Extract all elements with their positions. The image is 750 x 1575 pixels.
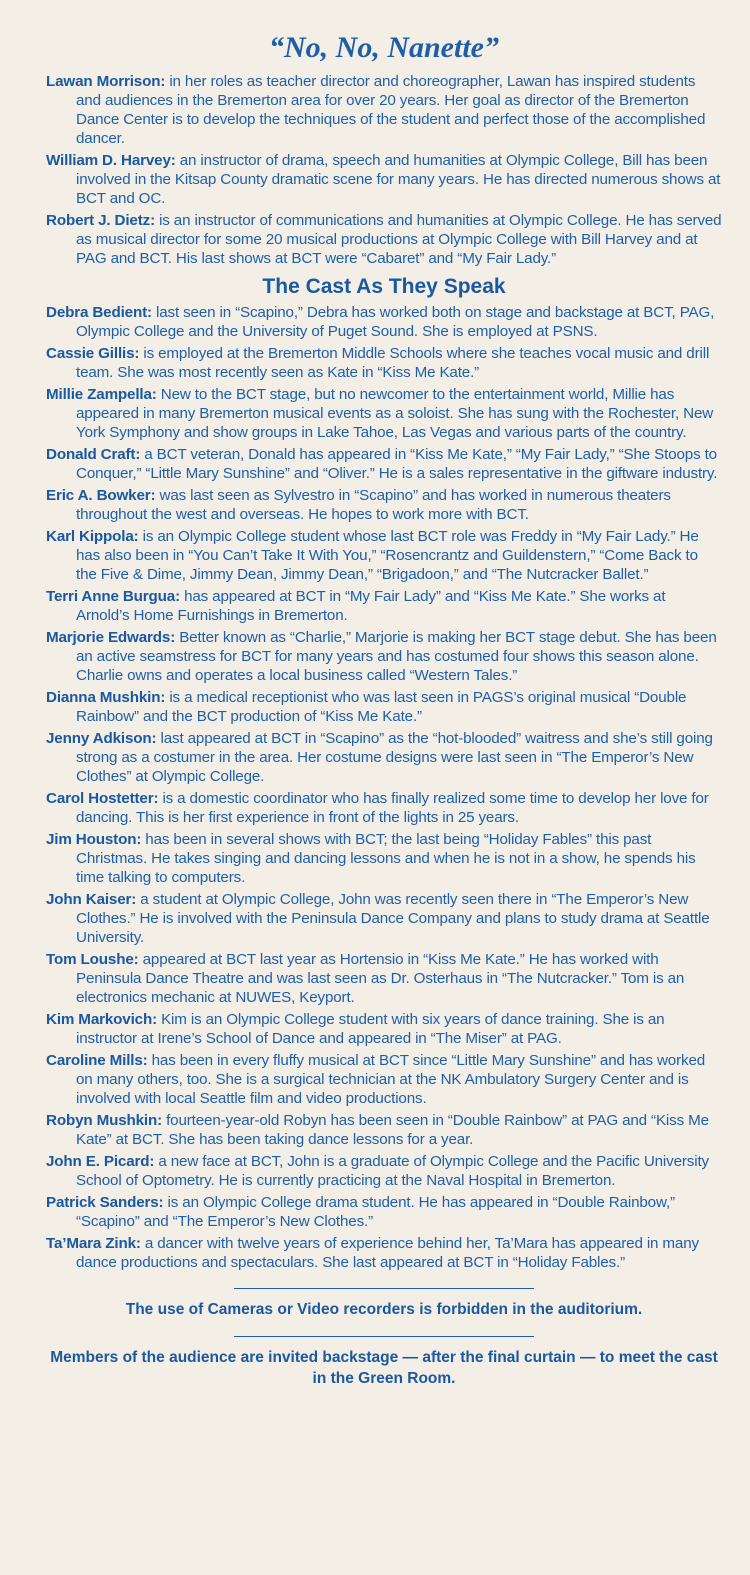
bio-text: has been in every fluffy musical at BCT since “Little Mary Sunshine” and has worked on many others, too. She is a surgical technician at the NK Ambulatory Surgery Center and is involved with local Seattle film and video productions. [76,1052,706,1107]
bio-text: fourteen-year-old Robyn has been seen in “Double Rainbow” at PAG and “Kiss Me Kate” at BCT. She has been taking dance lessons for a year. [76,1112,709,1148]
bio-entry [46,303,722,341]
bio-name: Karl Kippola: [46,528,139,545]
bio-text: a student at Olympic College, John was recently seen there in “The Emperor’s New Clothes.” He is involved with the Peninsula Dance Company and plans to study drama at Seattle University. [76,891,710,946]
bio-name: Lawan Morrison: [46,73,166,90]
bio-name: Kim Markovich: [46,1011,157,1028]
divider [234,1288,534,1289]
bio-entry [46,72,722,148]
bio-name: Jenny Adkison: [46,730,157,747]
bio-name: Patrick Sanders: [46,1194,164,1211]
cast-bios [46,303,722,1272]
bio-entry [46,445,722,483]
bio-text: Better known as “Charlie,” Marjorie is making her BCT stage debut. She has been an active seamstress for BCT for many years and has costumed four shows this season alone. Charlie owns and operates a local business called “Western Tales.” [76,629,717,684]
bio-entry [46,1234,722,1272]
bio-text: was last seen as Sylvestro in “Scapino” and has worked in numerous theaters throughout the west and overseas. He hopes to work more with BCT. [76,487,671,523]
camera-notice: The use of Cameras or Video recorders is forbidden in the auditorium. [125,1301,643,1318]
bio-entry [46,344,722,382]
bio-text: has appeared at BCT in “My Fair Lady” and “Kiss Me Kate.” She works at Arnold’s Home Furnishings in Bremerton. [76,588,666,624]
bio-name: Marjorie Edwards: [46,629,176,646]
backstage-notice: Members of the audience are invited backstage — after the final curtain — to meet the cast in the Green Room. [50,1349,718,1387]
bio-text: is employed at the Bremerton Middle Schools where she teaches vocal music and drill team. She was most recently seen as Kate in “Kiss Me Kate.” [76,345,710,381]
bio-entry [46,1051,722,1108]
bio-text: appeared at BCT last year as Hortensio in “Kiss Me Kate.” He has worked with Peninsula Dance Theatre and was last seen as Dr. Osterhaus in “The Nutcracker.” Tom is an electronics mechanic at NUWES, Keyport. [76,951,685,1006]
bio-text: an instructor of drama, speech and humanities at Olympic College, Bill has been involved in the Kitsap County dramatic scene for many years. He has directed numerous shows at BCT and OC. [76,152,721,207]
bio-text: is an instructor of communications and humanities at Olympic College. He has served as musical director for some 20 musical productions at Olympic College with Bill Harvey and at PAG and BCT. His last shows at BCT were “Cabaret” and “My Fair Lady.” [76,212,722,267]
bio-text: in her roles as teacher director and choreographer, Lawan has inspired students and audiences in the Bremerton area for over 20 years. Her goal as director of the Bremerton Dance Center is to develop the techniques of the student and perfect those of the accomplished dancer. [76,73,706,147]
bio-text: is a medical receptionist who was last seen in PAGS’s original musical “Double Rainbow” and the BCT production of “Kiss Me Kate.” [76,689,687,725]
bio-text: a BCT veteran, Donald has appeared in “Kiss Me Kate,” “My Fair Lady,” “She Stoops to Conquer,” “Little Mary Sunshine” and “Oliver.” He is a sales representative in the giftware industry. [76,446,718,482]
bio-name: Ta’Mara Zink: [46,1235,141,1252]
bio-entry [46,1193,722,1231]
bio-text: is a domestic coordinator who has finally realized some time to develop her love for dancing. This is her first experience in front of the lights in 25 years. [76,790,709,826]
bio-text: is an Olympic College drama student. He has appeared in “Double Rainbow,” “Scapino” and “The Emperor’s New Clothes.” [76,1194,675,1230]
bio-entry [46,830,722,887]
bio-entry [46,1111,722,1149]
divider [234,1336,534,1337]
bio-name: Carol Hostetter: [46,790,159,807]
bio-entry [46,151,722,208]
bio-entry [46,1010,722,1048]
bio-text: a dancer with twelve years of experience behind her, Ta’Mara has appeared in many dance productions and spectaculars. She last appeared at BCT in “Holiday Fables.” [76,1235,699,1271]
bio-text: last seen in “Scapino,” Debra has worked both on stage and backstage at BCT, PAG, Olympic College and the University of Puget Sound. She is employed at PSNS. [76,304,715,340]
bio-entry [46,1152,722,1190]
bio-name: Eric A. Bowker: [46,487,156,504]
show-title: “No, No, Nanette” [269,31,499,64]
bio-name: Debra Bedient: [46,304,152,321]
bio-name: Donald Craft: [46,446,141,463]
bio-name: Tom Loushe: [46,951,139,968]
bio-name: Robert J. Dietz: [46,212,155,229]
bio-text: New to the BCT stage, but no newcomer to the entertainment world, Millie has appeared in many Bremerton musical events as a soloist. She has sung with the Rochester, New York Symphony and show groups in Lake Tahoe, Las Vegas and various parts of the country. [76,386,714,441]
bio-entry [46,890,722,947]
bio-entry [46,688,722,726]
bio-entry [46,587,722,625]
bio-entry [46,729,722,786]
bio-name: William D. Harvey: [46,152,176,169]
bio-name: Cassie Gillis: [46,345,140,362]
bio-text: is an Olympic College student whose last BCT role was Freddy in “My Fair Lady.” He has also been in “You Can’t Take It With You,” “Rosencrantz and Guildenstern,” “Come Back to the Five & Dime, Jimmy Dean, Jimmy Dean,” “Brigadoon,” and “The Nutcracker Ballet.” [76,528,699,583]
bio-entry [46,628,722,685]
bio-name: Dianna Mushkin: [46,689,166,706]
bio-entry [46,527,722,584]
bio-entry [46,950,722,1007]
cast-heading: The Cast As They Speak [262,275,506,298]
bio-entry [46,789,722,827]
bio-name: Jim Houston: [46,831,142,848]
bio-name: Robyn Mushkin: [46,1112,163,1129]
bio-entry [46,211,722,268]
bio-name: John Kaiser: [46,891,137,908]
staff-bios [46,72,722,268]
bio-name: Caroline Mills: [46,1052,148,1069]
bio-name: Millie Zampella: [46,386,157,403]
bio-text: Kim is an Olympic College student with six years of dance training. She is an instructor at Irene’s School of Dance and appeared in “The Miser” at PAG. [76,1011,665,1047]
bio-text: last appeared at BCT in “Scapino” as the “hot-blooded” waitress and she’s still going strong as a costumer in the area. Her costume designs were last seen in “The Emperor’s New Clothes” at Olympic College. [76,730,713,785]
bio-text: a new face at BCT, John is a graduate of Olympic College and the Pacific University School of Optometry. He is currently practicing at the Naval Hospital in Bremerton. [76,1153,709,1189]
bio-entry [46,385,722,442]
bio-text: has been in several shows with BCT; the last being “Holiday Fables” this past Christmas. He takes singing and dancing lessons and when he is not in a show, he spends his time talking to computers. [76,831,696,886]
bio-entry [46,486,722,524]
bio-name: John E. Picard: [46,1153,155,1170]
bio-name: Terri Anne Burgua: [46,588,180,605]
